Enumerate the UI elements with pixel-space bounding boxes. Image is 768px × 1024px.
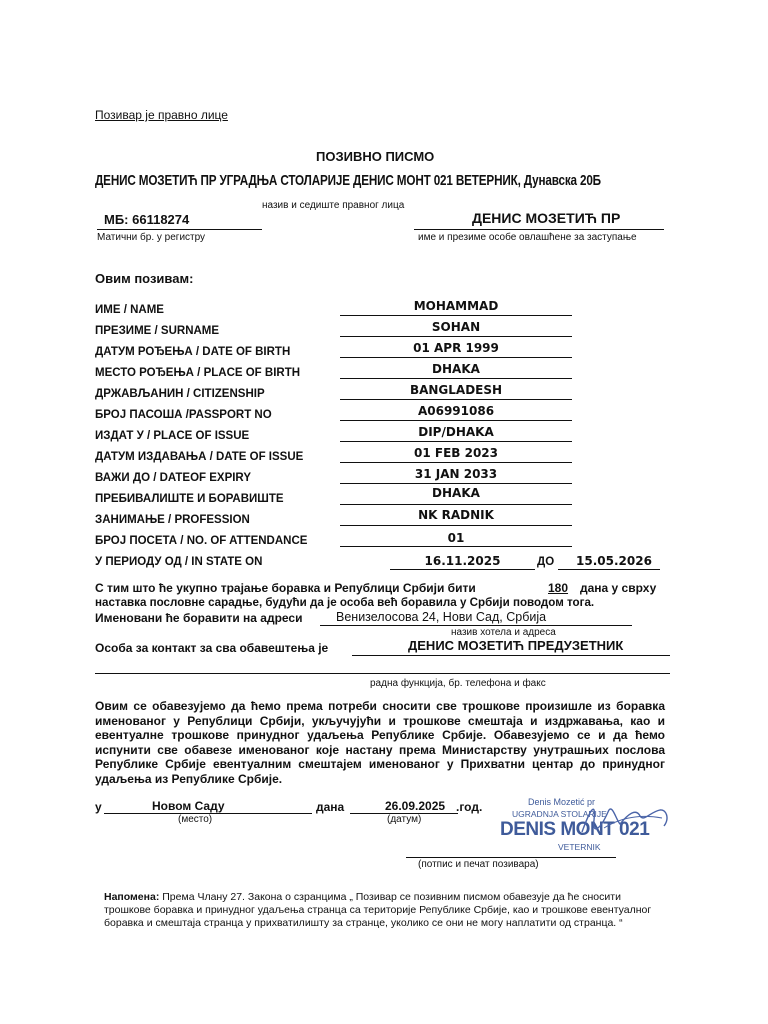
- field-line: [340, 546, 572, 547]
- period-to-label: ДО: [537, 556, 555, 568]
- address-label: Именовани ће боравити на адреси: [95, 611, 303, 625]
- date-year-suffix: .год.: [456, 800, 483, 814]
- stay-line1-a: С тим што ће укупно трајање боравка и Републици Србији бити: [95, 581, 476, 595]
- field-value-residence: DHAKA: [432, 486, 480, 500]
- field-line: [340, 336, 572, 337]
- field-value-dob: 01 APR 1999: [413, 341, 499, 355]
- field-line: [340, 378, 572, 379]
- period-label: У ПЕРИОДУ ОД / IN STATE ON: [95, 556, 263, 568]
- stamp-line3: DENIS MONT 021: [500, 819, 650, 840]
- signature-scribble: [520, 790, 680, 850]
- stay-line1-b: дана у сврху: [580, 581, 657, 595]
- mb-underline: [97, 229, 262, 230]
- stay-line2: наставка пословне сарадње, будући да је особа већ боравила у Србији поводом тога.: [95, 596, 595, 609]
- contact-underline: [352, 655, 670, 656]
- place-value: Новом Саду: [152, 799, 225, 813]
- document-title: ПОЗИВНО ПИСМО: [316, 149, 435, 164]
- company-line: ДЕНИС МОЗЕТИЋ ПР УГРАДЊА СТОЛАРИЈЕ ДЕНИС МОНТ 021 ВЕТЕРНИК, Дунавска 20Б: [95, 172, 601, 189]
- field-value-surname: SOHAN: [431, 320, 481, 334]
- stamp-line4: VETERNIK: [558, 842, 601, 852]
- authorized-caption: име и презиме особе овлашћене за заступање: [418, 232, 637, 243]
- field-line: [340, 315, 572, 316]
- period-to-line: [558, 569, 660, 570]
- field-label-surname: ПРЕЗИМЕ / SURNAME: [95, 325, 220, 337]
- field-label-dob: ДАТУМ РОЂЕЊА / DATE OF BIRTH: [95, 346, 291, 358]
- field-label-citizenship: ДРЖАВЉАНИН / CITIZENSHIP: [95, 388, 265, 400]
- stay-days: 180: [548, 581, 569, 595]
- field-label-profession: ЗАНИМАЊЕ / PROFESSION: [95, 514, 250, 526]
- field-line: [340, 462, 572, 463]
- invite-intro: Овим позивам:: [95, 271, 194, 286]
- field-value-citizenship: BANGLADESH: [409, 383, 503, 397]
- field-line: [340, 399, 572, 400]
- field-line: [340, 483, 572, 484]
- mb-caption: Матични бр. у регистру: [97, 232, 206, 243]
- field-value-pob: DHAKA: [432, 362, 480, 376]
- field-value-passport: A06991086: [417, 404, 495, 418]
- field-line: [340, 504, 572, 505]
- signature-underline: [406, 857, 616, 858]
- field-value-attendance: 01: [447, 531, 465, 545]
- place-caption: (место): [178, 814, 213, 825]
- address-value: Венизелосова 24, Нови Сад, Србија: [336, 610, 547, 624]
- field-label-name: ИМЕ / NAME: [95, 304, 164, 316]
- place-prefix: у: [95, 800, 102, 814]
- field-label-date-of-issue: ДАТУМ ИЗДАВАЊА / DATE OF ISSUE: [95, 451, 304, 463]
- field-line: [340, 420, 572, 421]
- address-caption: назив хотела и адреса: [451, 627, 556, 638]
- field-value-profession: NK RADNIK: [418, 508, 494, 522]
- field-value-expiry: 31 JAN 2033: [414, 467, 498, 481]
- date-value: 26.09.2025: [385, 799, 446, 813]
- period-to: 15.05.2026: [576, 554, 652, 568]
- company-caption: назив и седиште правног лица: [262, 200, 405, 211]
- address-underline: [320, 625, 632, 626]
- obligation-paragraph: Овим се обавезујемо да ћемо према потреби сносити све трошкове произишле из боравка именованог у Републици Србији, укључујући и трошкове смештаја и издржавања, као и евентуалне трошкове принудног удаљења Републике Србије. Обавезујемо се и да ћемо испунити све обавезе именованог које настану према Министарству унутрашњих послова Републике Србије евентуалним смештајем именованог у Прихватни центар до принудног удаљења из Републике Србије.: [95, 699, 665, 786]
- authorized-value: ДЕНИС МОЗЕТИЋ ПР: [472, 210, 621, 226]
- field-label-pob: МЕСТО РОЂЕЊА / PLACE OF BIRTH: [95, 367, 301, 379]
- footnote-label: Напомена:: [104, 891, 160, 903]
- contact-label: Особа за контакт за сва обавештења је: [95, 641, 329, 655]
- period-from: 16.11.2025: [424, 554, 501, 568]
- authorized-underline: [414, 229, 664, 230]
- field-label-residence: ПРЕБИВАЛИШТЕ И БОРАВИШТЕ: [95, 493, 284, 505]
- invitation-type: Позивар је правно лице: [95, 108, 228, 122]
- field-label-expiry: ВАЖИ ДО / DATEOF EXPIRY: [95, 472, 251, 484]
- field-value-name: MOHAMMAD: [413, 299, 499, 313]
- footnote: [104, 891, 670, 930]
- period-from-line: [390, 569, 535, 570]
- contact-value: ДЕНИС МОЗЕТИЋ ПРЕДУЗЕТНИК: [408, 638, 624, 653]
- stamp-line2: UGRADNJA STOLARIJE: [512, 809, 607, 819]
- stamp-line1: Denis Mozetić pr: [528, 797, 596, 807]
- footnote-text: Према Члану 27. Закона о сзранцима „ Позивар се позивним писмом обавезује да ће сносити трошкове боравка и принудног удаљења странца са територије Републике Србије, као и трошкове евентуалног боравка и смештаја странца у прихватилишту за странце, уколико се они не могу наплатити од странца. “: [104, 891, 652, 929]
- date-caption: (датум): [387, 814, 422, 825]
- field-label-attendance: БРОЈ ПОСЕТА / NO. OF ATTENDANCE: [95, 535, 308, 547]
- mb-value: МБ: 66118274: [104, 212, 190, 227]
- field-line: [340, 525, 572, 526]
- date-label: дана: [316, 800, 345, 814]
- field-line: [340, 357, 572, 358]
- field-value-place-of-issue: DIP/DHAKA: [418, 425, 494, 439]
- contact-extra-line: [95, 673, 670, 674]
- field-line: [340, 441, 572, 442]
- field-label-passport: БРОЈ ПАСОША /PASSPORT NO: [95, 409, 272, 421]
- signature-caption: (потпис и печат позивара): [418, 859, 539, 870]
- field-label-place-of-issue: ИЗДАТ У / PLACE OF ISSUE: [95, 430, 250, 442]
- contact-caption: радна функција, бр. телефона и факс: [370, 678, 546, 689]
- field-value-date-of-issue: 01 FEB 2023: [414, 446, 498, 460]
